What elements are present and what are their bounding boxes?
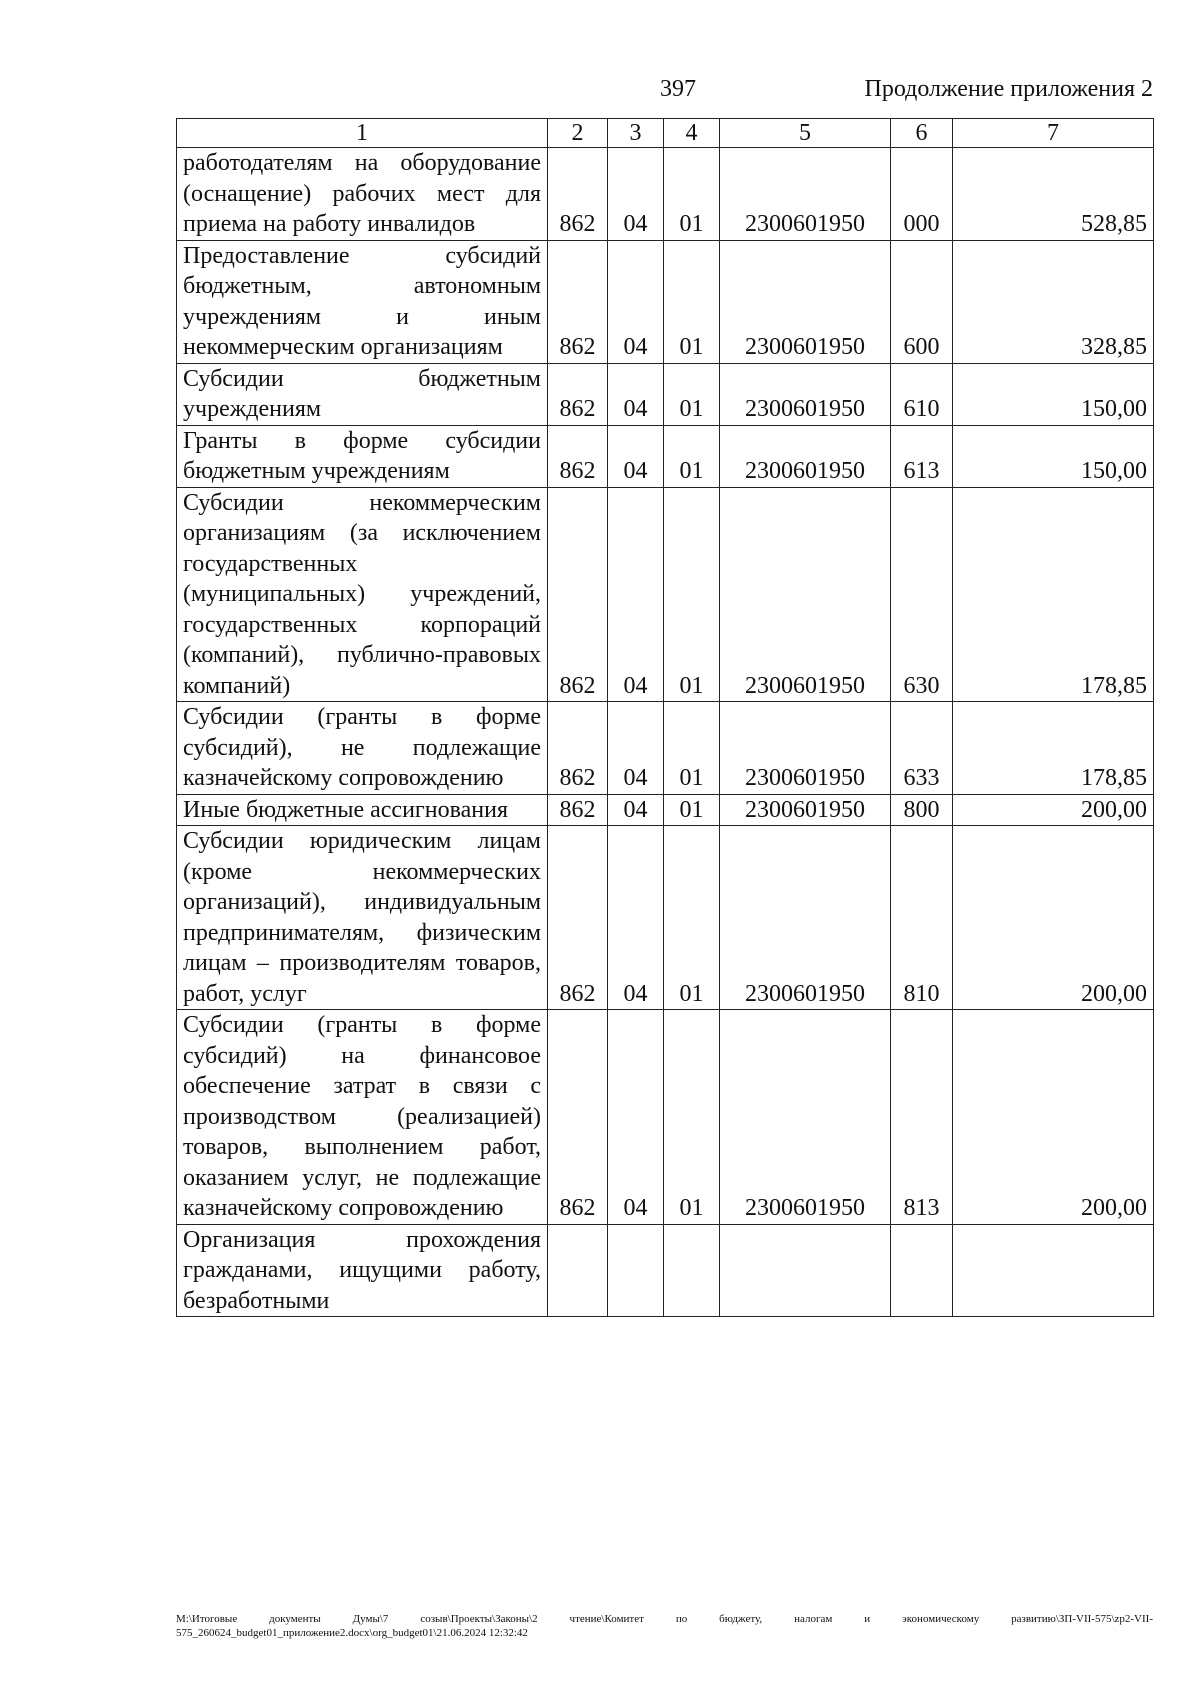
cell-expense-type	[891, 1224, 953, 1317]
cell-subsection: 01	[664, 487, 720, 702]
cell-expense-type: 600	[891, 240, 953, 363]
cell-target-article: 2300601950	[720, 240, 891, 363]
row-description: Организация прохождения гражданами, ищущими работу, безработными	[177, 1224, 548, 1317]
cell-target-article	[720, 1224, 891, 1317]
cell-subsection: 01	[664, 702, 720, 795]
cell-subsection: 01	[664, 425, 720, 487]
cell-code-862	[548, 1224, 608, 1317]
table-row	[177, 826, 1154, 1010]
cell-amount: 150,00	[953, 363, 1154, 425]
cell-expense-type: 813	[891, 1010, 953, 1225]
cell-section: 04	[608, 826, 664, 1010]
cell-code-862: 862	[548, 1010, 608, 1225]
cell-subsection: 01	[664, 240, 720, 363]
table-row	[177, 240, 1154, 363]
row-description: Субсидии юридическим лицам (кроме некоммерческих организаций), индивидуальным предпринимателям, физическим лицам – производителям товаров, работ, услуг	[177, 826, 548, 1010]
cell-expense-type: 633	[891, 702, 953, 795]
row-description: Предоставление субсидий бюджетным, автономным учреждениям и иным некоммерческим организациям	[177, 240, 548, 363]
column-header-7: 7	[953, 119, 1154, 148]
table-row	[177, 1224, 1154, 1317]
row-description: Субсидии бюджетным учреждениям	[177, 363, 548, 425]
row-description: Субсидии (гранты в форме субсидий), не подлежащие казначейскому сопровождению	[177, 702, 548, 795]
document-path-footer: M:\Итоговые документы Думы\7 созыв\Проекты\Законы\2 чтение\Комитет по бюджету, налогам и экономическому развитию\ЗП-VII-575\zp2-VII-575_260624_budget01_приложение2.docx\org_budget01\21.06.2024 12:32:42	[176, 1613, 1153, 1639]
cell-target-article: 2300601950	[720, 148, 891, 241]
table-row	[177, 794, 1154, 826]
cell-amount: 150,00	[953, 425, 1154, 487]
cell-expense-type: 810	[891, 826, 953, 1010]
cell-section: 04	[608, 240, 664, 363]
table-row	[177, 702, 1154, 795]
column-header-3: 3	[608, 119, 664, 148]
cell-subsection: 01	[664, 1010, 720, 1225]
cell-section: 04	[608, 425, 664, 487]
cell-section: 04	[608, 487, 664, 702]
cell-expense-type: 000	[891, 148, 953, 241]
cell-expense-type: 613	[891, 425, 953, 487]
cell-subsection: 01	[664, 794, 720, 826]
cell-section	[608, 1224, 664, 1317]
table-row	[177, 1010, 1154, 1225]
cell-amount: 200,00	[953, 794, 1154, 826]
cell-subsection: 01	[664, 826, 720, 1010]
cell-section: 04	[608, 148, 664, 241]
cell-expense-type: 610	[891, 363, 953, 425]
cell-section: 04	[608, 794, 664, 826]
column-header-1: 1	[177, 119, 548, 148]
cell-amount	[953, 1224, 1154, 1317]
row-description: работодателям на оборудование (оснащение) рабочих мест для приема на работу инвалидов	[177, 148, 548, 241]
row-description: Субсидии некоммерческим организациям (за исключением государственных (муниципальных) учреждений, государственных корпораций (компаний), публично-правовых компаний)	[177, 487, 548, 702]
cell-amount: 178,85	[953, 487, 1154, 702]
cell-target-article: 2300601950	[720, 794, 891, 826]
row-description: Субсидии (гранты в форме субсидий) на финансовое обеспечение затрат в связи с производством (реализацией) товаров, выполнением работ, оказанием услуг, не подлежащие казначейскому сопровождению	[177, 1010, 548, 1225]
cell-target-article: 2300601950	[720, 1010, 891, 1225]
page-number: 397	[660, 76, 696, 102]
table-row	[177, 487, 1154, 702]
cell-expense-type: 800	[891, 794, 953, 826]
row-description: Иные бюджетные ассигнования	[177, 794, 548, 826]
column-header-4: 4	[664, 119, 720, 148]
cell-amount: 200,00	[953, 1010, 1154, 1225]
cell-code-862: 862	[548, 826, 608, 1010]
cell-subsection	[664, 1224, 720, 1317]
cell-expense-type: 630	[891, 487, 953, 702]
cell-amount: 528,85	[953, 148, 1154, 241]
cell-section: 04	[608, 702, 664, 795]
continuation-label: Продолжение приложения 2	[864, 76, 1153, 102]
column-header-5: 5	[720, 119, 891, 148]
cell-code-862: 862	[548, 148, 608, 241]
table-row	[177, 425, 1154, 487]
cell-code-862: 862	[548, 702, 608, 795]
cell-code-862: 862	[548, 487, 608, 702]
cell-code-862: 862	[548, 240, 608, 363]
cell-code-862: 862	[548, 425, 608, 487]
cell-code-862: 862	[548, 794, 608, 826]
cell-section: 04	[608, 1010, 664, 1225]
cell-amount: 328,85	[953, 240, 1154, 363]
table-row	[177, 148, 1154, 241]
cell-amount: 178,85	[953, 702, 1154, 795]
cell-subsection: 01	[664, 148, 720, 241]
cell-subsection: 01	[664, 363, 720, 425]
cell-target-article: 2300601950	[720, 487, 891, 702]
cell-target-article: 2300601950	[720, 826, 891, 1010]
column-header-6: 6	[891, 119, 953, 148]
cell-target-article: 2300601950	[720, 702, 891, 795]
table-header-row	[177, 119, 1154, 148]
row-description: Гранты в форме субсидии бюджетным учреждениям	[177, 425, 548, 487]
cell-code-862: 862	[548, 363, 608, 425]
table-row	[177, 363, 1154, 425]
cell-target-article: 2300601950	[720, 363, 891, 425]
cell-amount: 200,00	[953, 826, 1154, 1010]
cell-section: 04	[608, 363, 664, 425]
budget-table	[176, 118, 1154, 1317]
column-header-2: 2	[548, 119, 608, 148]
cell-target-article: 2300601950	[720, 425, 891, 487]
